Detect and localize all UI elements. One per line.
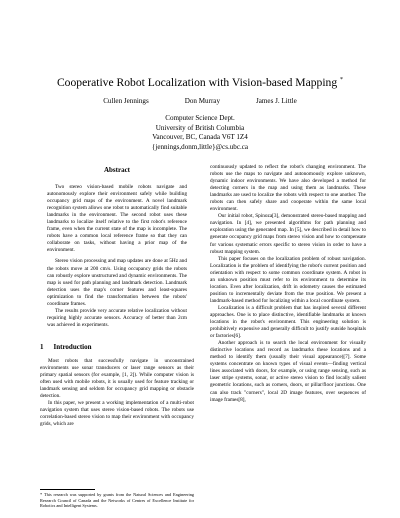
- abstract-paragraph: Stereo vision processing and map updates are done at 5Hz and the robots move at 200 cm/s. Using occupancy grids the robots can robustly explore unstructured and dynamic environments. The map is used for path planning and landmark detection. Landmark detection uses the map's corner features and least-squares optimization to find the transformation between the robots' coordinate frames.: [47, 258, 187, 307]
- abstract-paragraph: Two stereo vision-based mobile robots navigate and autonomously explore their environment safely while building occupancy grid maps of the environment. A novel landmark recognition system allows one robot to automatically find suitable landmarks in the environment. The second robot uses these landmarks to localize itself relative to the first robot's reference frame, even when the current state of the map is incomplete. The robots have a common local reference frame so that they can collaborate on tasks, without having a prior map of the environment.: [47, 184, 187, 254]
- left-column: [40, 164, 194, 428]
- body-paragraph: Most robots that successfully navigate in unconstrained environments use sonar transducers or laser range sensors as their primary spatial sensors (for example, [1, 2]). While computer vision is often used with mobile robots, it is usually used for feature tracking or landmark sensing and seldom for occupancy grid mapping or obstacle detection.: [40, 357, 194, 400]
- section-heading-introduction: [40, 343, 194, 352]
- section-number: 1: [40, 342, 44, 351]
- paper-title: [30, 73, 370, 90]
- abstract-paragraph: The results provide very accurate relative localization without requiring highly accurate sensors. Accuracy of better than 2cm was achieved in experiments.: [47, 307, 187, 328]
- footnote-rule: [40, 489, 95, 490]
- author-name: James J. Little: [256, 97, 297, 105]
- body-paragraph: continuously updated to reflect the robot's changing environment. The robots use the maps to navigate and autonomously explore unknown, dynamic indoor environments. We have also developed a method for detecting corners in the map and using them as landmarks. These landmarks are used to localize the robots with respect to one another. The robots can then safely share and cooperate within the same local environment.: [210, 164, 366, 213]
- author-name: Cullen Jennings: [103, 97, 149, 105]
- affiliation-email: {jennings,donm,little}@cs.ubc.ca: [151, 142, 249, 151]
- section-title: Introduction: [53, 342, 92, 351]
- body-paragraph: This paper focuses on the localization problem of robust navigation. Localization is the problem of identifying the robot's current position and orientation with respect to some common coordinate system. A robot in an unknown position must refer to its environment to determine its location. Even after localization, drift in odometry causes the estimated position to incrementally deviate from the true position. We present a landmark-based method for localizing within a local coordinate system.: [210, 255, 366, 304]
- affiliation-dept: Computer Science Dept.: [165, 114, 235, 122]
- abstract-section: [40, 166, 194, 329]
- author-list: [60, 97, 340, 106]
- body-paragraph: Our initial robot, Spinoza[3], demonstrated stereo-based mapping and navigation. In [4], we presented algorithms for path planning and exploration using the generated map. In [5], we described in detail how to generate occupancy grid maps from stereo vision and how to compensate for various systematic errors specific to stereo vision in order to have a robust mapping system.: [210, 213, 366, 255]
- affiliation-city: Vancouver, BC, Canada V6T 1Z4: [152, 133, 248, 142]
- abstract-heading: Abstract: [103, 166, 131, 174]
- right-column: [210, 164, 366, 404]
- footnote: * This research was supported by grants from the Natural Sciences and Engineering Research Council of Canada and the Networks of Centres of Excellence Institute for Robotics and Intelligent Systems.: [40, 492, 194, 509]
- title-footnote-mark: *: [340, 77, 344, 83]
- body-paragraph: Another approach is to search the local environment for visually distinctive locations and record as landmarks these locations and a method to identify them (usually their visual appearance)[7]. Some systems concentrate on known types of visual events—finding vertical lines associated with doors, for example, or using range sensing, such as laser stripe systems, sonar, or active stereo vision to find locally salient geometric locations, such as corners, doors, or pillar/floor junctions. One can also track "corners", local 2D image features, over sequences of image frames[8],: [210, 340, 366, 403]
- body-paragraph: In this paper, we present a working implementation of a multi-robot navigation system that uses stereo vision-based robots. The robots use correlation-based stereo vision to map their environment with occupancy grids, which are: [40, 400, 194, 428]
- title-text: Cooperative Robot Localization with Vision-based Mapping: [56, 75, 338, 89]
- author-name: Don Murray: [184, 97, 220, 105]
- affiliation-university: University of British Columbia: [155, 123, 245, 132]
- affiliation-block: [80, 114, 320, 152]
- body-paragraph: Localization is a difficult problem that has inspired several different approaches. One is to place distinctive, identifiable landmarks at known locations in the robot's environment. This engineering solution is prohibitively expensive and generally difficult to justify outside hospitals or factories[6].: [210, 304, 366, 340]
